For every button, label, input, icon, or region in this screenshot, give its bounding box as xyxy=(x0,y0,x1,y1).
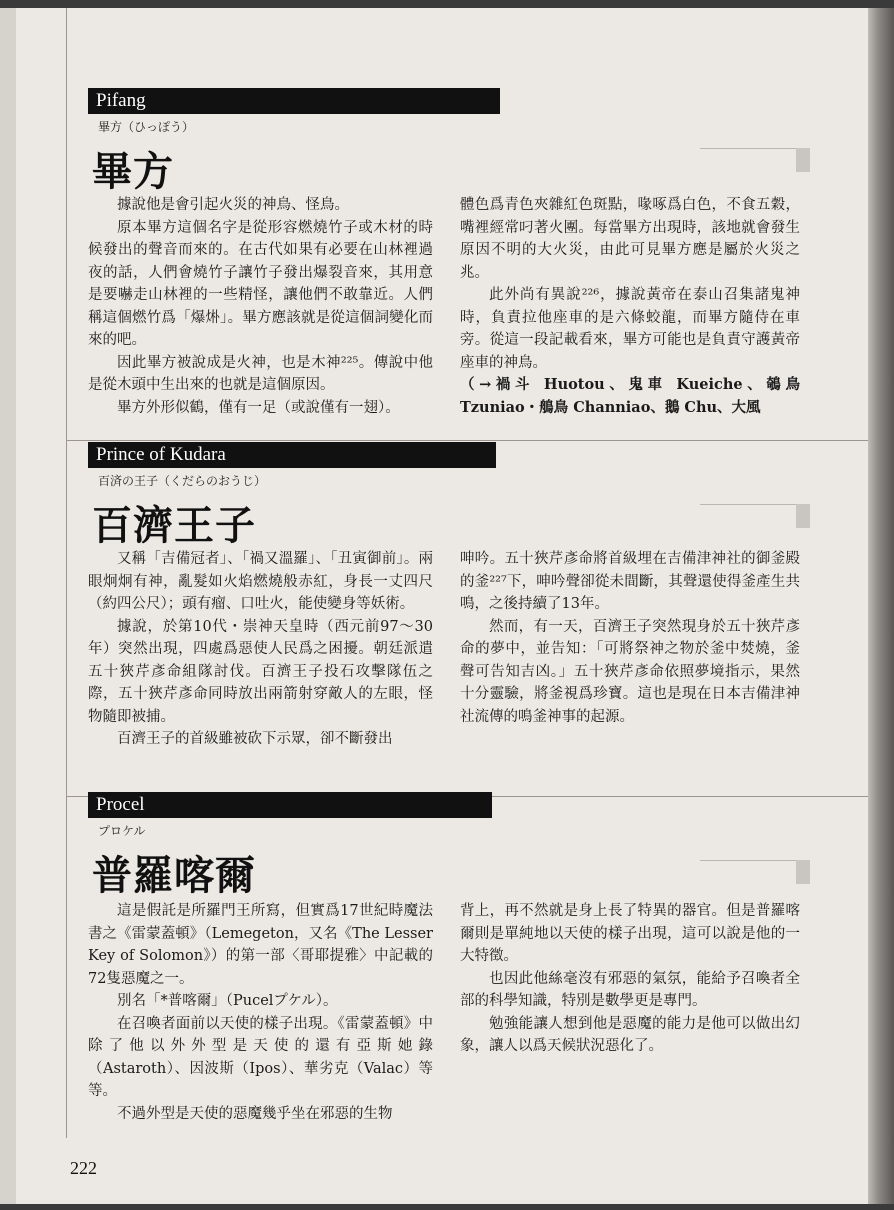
entry-title: 百濟王子 xyxy=(92,503,256,549)
paragraph: 在召喚者面前以天使的樣子出現。《雷蒙蓋頓》中除了他以外外型是天使的還有亞斯她錄（Astaroth）、因波斯（Ipos）、華劣克（Valac）等等。 xyxy=(88,1015,433,1099)
page-edge-shadow xyxy=(868,8,894,1204)
entry-left-column xyxy=(88,194,433,419)
entry-kana: プロケル xyxy=(98,824,146,838)
related-entries: （→禍斗 Huotou、鬼車 Kueiche、鵸鳥 Tzuniao・鵃鳥 Channiao、鵝 Chu、大風 xyxy=(460,376,800,416)
paragraph: 因此畢方被說成是火神，也是木神²²⁵。傳說中他是從木頭中生出來的也就是這個原因。 xyxy=(88,354,433,393)
paragraph: 勉強能讓人想到他是惡魔的能力是他可以做出幻象，讓人以爲天候狀況惡化了。 xyxy=(460,1015,800,1054)
entry-header-bar: Procel xyxy=(88,792,492,818)
page-margin xyxy=(0,8,16,1204)
entry-right-column xyxy=(460,900,800,1058)
paragraph: 不過外型是天使的惡魔幾乎坐在邪惡的生物 xyxy=(117,1105,393,1122)
entry-right-column xyxy=(460,548,800,728)
column-rule xyxy=(66,8,67,1138)
paragraph: 呻吟。五十狹芹彥命將首級埋在吉備津神社的御釜殿的釜²²⁷下，呻吟聲卻從未間斷，其聲還使得釜產生共鳴，之後持續了13年。 xyxy=(460,551,800,612)
paragraph: 據說他是會引起火災的神鳥、怪鳥。 xyxy=(117,197,349,213)
paragraph: 背上，再不然就是身上長了特異的器官。但是普羅喀爾則是單純地以天使的樣子出現，這可以說是他的一大特徵。 xyxy=(460,903,800,964)
book-page xyxy=(0,8,868,1204)
paragraph: 然而，有一天，百濟王子突然現身於五十狹芹彥命的夢中，並告知：「可將祭神之物於釜中焚燒，釜聲可告知吉凶。」五十狹芹彥命依照夢境指示，果然十分靈驗，將釜視爲珍寶。這也是現在日本吉備津神社流傳的鳴釜神事的起源。 xyxy=(460,618,800,725)
paragraph: 百濟王子的首級雖被砍下示眾，卻不斷發出 xyxy=(117,731,393,747)
entry-kana: 畢方（ひっぽう） xyxy=(98,120,195,134)
entry-kana: 百済の王子（くだらのおうじ） xyxy=(98,474,267,488)
paragraph: 又稱「吉備冠者」、「禍又溫羅」、「丑寅御前」。兩眼炯炯有神，亂髮如火焰燃燒般赤紅，身長一丈四尺（約四公尺）；頭有瘤、口吐火，能使變身等妖術。 xyxy=(88,551,433,612)
entry-prince-of-kudara xyxy=(88,442,818,792)
section-divider xyxy=(66,440,868,441)
entry-title: 普羅喀爾 xyxy=(92,853,256,899)
paragraph: 體色爲青色夾雜紅色斑點，喙啄爲白色，不食五穀，嘴裡經常叼著火團。每當畢方出現時，該地就會發生原因不明的大火災，由此可見畢方應是屬於火災之兆。 xyxy=(460,197,800,281)
entry-pifang xyxy=(88,88,818,438)
page-number: 222 xyxy=(70,1158,97,1178)
paragraph: 也因此他絲毫沒有邪惡的氣氛，能給予召喚者全部的科學知識，特別是數學更是專門。 xyxy=(460,970,800,1009)
paragraph: 據說，於第10代・崇神天皇時（西元前97～30年）突然出現，四處爲惡使人民爲之困擾。朝廷派遣五十狹芹彥命組隊討伐。百濟王子投石攻擊隊伍之際，五十狹芹彥命同時放出兩箭射穿敵人的左眼，怪物隨即被捕。 xyxy=(88,618,433,725)
entry-right-column xyxy=(460,194,800,419)
entry-header-bar: Pifang xyxy=(88,88,500,114)
entry-header-bar: Prince of Kudara xyxy=(88,442,496,468)
entry-title: 畢方 xyxy=(92,149,174,195)
paragraph: 畢方外形似鶴，僅有一足（或說僅有一翅）。 xyxy=(117,399,400,416)
paragraph: 別名「*普喀爾」（Pucelプケル）。 xyxy=(117,993,338,1009)
entry-procel xyxy=(88,792,818,1142)
paragraph: 原本畢方這個名字是從形容燃燒竹子或木材的時候發出的聲音而來的。在古代如果有必要在山林裡過夜的話，人們會燒竹子讓竹子發出爆裂音來，其用意是要嚇走山林裡的一些精怪，讓他們不敢靠近。人們稱這個燃竹爲「爆烞」。畢方應該就是從這個詞變化而來的吧。 xyxy=(88,219,433,348)
entry-left-column xyxy=(88,548,433,751)
entry-left-column xyxy=(88,900,433,1125)
paragraph: 這是假託是所羅門王所寫，但實爲17世紀時魔法書之《雷蒙蓋頓》（Lemegeton，又名《The Lesser Key of Solomon》）的第一部〈哥耶提雅〉中記載的72隻惡魔之一。 xyxy=(88,903,433,987)
paragraph: 此外尚有異說²²⁶，據說黃帝在泰山召集諸鬼神時，負責拉他座車的是六條蛟龍，而畢方隨侍在車旁。從這一段記載看來，畢方可能也是負責守護黃帝座車的神鳥。 xyxy=(460,287,800,371)
